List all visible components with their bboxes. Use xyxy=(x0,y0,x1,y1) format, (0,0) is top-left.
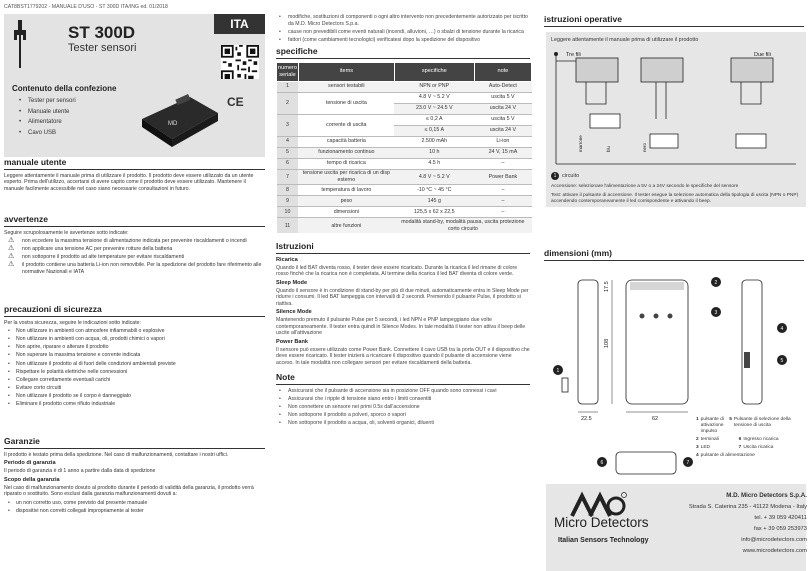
power-bank-title: Power Bank xyxy=(276,338,309,345)
safety-item: • Evitare corto circuiti xyxy=(16,385,265,392)
safety-list xyxy=(16,328,265,407)
note-item: • Non sottoporre il prodotto a polveri, sporco o vapori xyxy=(288,412,534,419)
safety-item: • Rispettare le polarità elettriche nelle connessioni xyxy=(16,369,265,376)
note-item: • Non sottoporre il prodotto a acqua, oli, solventi organici, diluenti xyxy=(288,420,534,427)
warranty-item: • un non corretto uso, come previsto dal presente manuale xyxy=(16,500,265,507)
dim-22-5: 22.5 xyxy=(581,416,592,422)
legend-item: 4 pulsante di alimentazione xyxy=(696,452,755,458)
company-address: Strada S. Caterina 235 - 41122 Modena - Italy xyxy=(688,503,807,510)
instructions-title: Istruzioni xyxy=(276,241,530,254)
ce-mark: CE xyxy=(227,95,244,109)
power-bank-text: Il sensore può essere utilizzato come Power Bank. Connettere il cavo USB tra la porta OUT e il dispositivo che deve essere ricaricato. Il tester inizierà a ricaricare il dispositivo quando il pulsante di accensione viene acceso. In tale modalità non collegare sensori per evitare riscaldamenti della batteria. xyxy=(276,346,530,366)
wire-brown-label: marrone xyxy=(578,135,583,152)
warning-item: ⚠ il prodotto contiene una batteria Li-ion non removibile. Per la spedizione del prodotto fare riferimento alle normative Nazionali e IATA xyxy=(22,262,265,275)
company-brand: Micro Detectors xyxy=(554,515,649,530)
safety-title: precauzioni di sicurezza xyxy=(4,304,265,317)
warranty-list xyxy=(16,500,265,515)
test-text: Test: attivare il pulsante di accensione. Il tester esegue la selezione automatica della tipologia di uscita (NPN o PNP) accendendo contemporaneamente il led corrispondente e attivando il beep. xyxy=(551,193,799,204)
list-item: • modifiche, sostituzioni di componenti o ogni altro intervento non precedentemente autorizzato per iscritto da M.D. Micro Detectors S.p.a. xyxy=(288,14,534,27)
svg-text:6: 6 xyxy=(600,460,604,466)
column-header: numero seriale xyxy=(277,62,299,81)
warning-item: ⚠ non eccedere la massima tensione di alimentazione indicata per prevenire riscaldamenti o incendi xyxy=(22,238,265,245)
svg-text:1: 1 xyxy=(556,368,560,374)
warning-item: ⚠ non applicare una tensione AC per prevenire rotture della batteria xyxy=(22,246,265,253)
table-row: 7 tensione uscita per ricarica di un disp esterno 4.8 V ~ 5.2 V Power Bank xyxy=(277,169,532,185)
column-header: specifiche xyxy=(394,62,474,81)
dimensions-box xyxy=(546,262,806,484)
svg-text:4: 4 xyxy=(780,326,784,332)
table-row: ≤ 0,15 A uscita 24 V xyxy=(277,125,532,136)
note-item: • Assicurarsi che i ripple di tensione siano entro i limiti consentiti xyxy=(288,396,534,403)
wire-blue-label: blu xyxy=(606,145,611,152)
warranty-text: Il prodotto è testato prima della spedizione. Nel caso di malfunzionamenti, contattare i nostri uffici. xyxy=(4,451,229,458)
warnings-title: avvertenze xyxy=(4,214,265,227)
dim-108: 108 xyxy=(604,338,610,348)
manual-title: manuale utente xyxy=(4,157,265,170)
safety-item: • Collegare correttamente eventuali carichi xyxy=(16,377,265,384)
dim-62: 62 xyxy=(652,416,659,422)
safety-intro: Per la vostra sicurezza, seguire le indicazioni sotto indicate: xyxy=(4,319,141,326)
sensor-probe-icon xyxy=(12,20,28,70)
circuit-label: circuito xyxy=(562,172,580,179)
safety-section xyxy=(4,304,265,409)
instructions-body xyxy=(272,257,534,366)
list-item: • Tester per sensori xyxy=(28,98,265,106)
legend-item: 2 terminali 6 Ingresso ricarica xyxy=(696,436,779,442)
table-row: 11 altre funzioni modalità stand-by, modalità pausa, uscita protezione corto circuito xyxy=(277,218,532,233)
warnings-intro: Seguire scrupolosamente le avvertenze sotto indicate: xyxy=(4,229,129,236)
product-subtitle: Tester sensori xyxy=(68,42,137,54)
table-row: 5 funzionamento continuo 10 h 24 V, 15 mA xyxy=(277,147,532,158)
table-row: 1 sensori testabili NPN or PNP Auto-Detect xyxy=(277,81,532,92)
language-badge: ITA xyxy=(214,14,265,34)
circuit-legend xyxy=(551,172,579,180)
svg-text:3: 3 xyxy=(714,310,718,316)
charging-title: Ricarica xyxy=(276,256,298,263)
table-row: 23.0 V ~ 24.5 V uscita 24 V xyxy=(277,103,532,114)
safety-item: • Non aprire, riparare o alterare il prodotto xyxy=(16,344,265,351)
column-header: items xyxy=(298,62,394,81)
list-item: • cause non prevedibili come eventi naturali (incendi, alluvioni, …) o sbalzi di tensione durante la ricarica xyxy=(288,29,534,36)
note-item: • Assicurarsi che il pulsante di accensione sia in posizione OFF quando sono connessi i cavi xyxy=(288,388,534,395)
table-row: 2 tensione di uscita 4.8 V ~ 5.2 V uscita 5 V xyxy=(277,92,532,103)
doc-code: CAT8BST1779202 - MANUALE D'USO - ST 300D ITA/ING ed. 01/2018 xyxy=(4,4,168,10)
three-wires-label: Tre fili xyxy=(566,52,581,58)
charging-text: Quando il led BAT diventa rosso, il tester deve essere ricaricato. Durante la ricarica il led rimane di colore rosso finchè che la ricarica non è completata. Al termine della ricarica il led BAT diventa di colore verde. xyxy=(276,264,518,278)
svg-text:7: 7 xyxy=(686,460,690,466)
table-row: 8 temperatura di lavoro -10 °C ~ 45 °C – xyxy=(277,185,532,196)
silence-mode-text: Mantenendo premuto il pulsante Pulse per 5 secondi, i led NPN e PNP lampeggiano due volte contemporaneamente. Il tester entra quindi in Silence Modes. In tale modalità il tester non attiva il beep delle uscite all'attivazione xyxy=(276,317,526,337)
company-tel: tel. + 39 059 420411 xyxy=(754,514,807,521)
safety-item: • Non utilizzare il prodotto se il corpo è danneggiato xyxy=(16,393,265,400)
company-address-block xyxy=(682,490,807,557)
table-row: 6 tempo di ricarica 4.5 h – xyxy=(277,158,532,169)
column-2 xyxy=(272,0,534,571)
company-name: M.D. Micro Detectors S.p.A. xyxy=(726,492,807,499)
warranty-scope-text: Nel caso di malfunzionamento dovuto al prodotto durante il periodo di validità della garanzia, il prodotto verrà riparato o sostituito. Sono esclusi dalla garanzia malfunzionamenti dovuti a: xyxy=(4,484,254,498)
safety-item: • Eliminare il prodotto come rifiuto industriale xyxy=(16,401,265,408)
warranty-item: • dispositivi non corretti collegati impropriamente al tester xyxy=(16,508,265,515)
silence-mode-title: Silence Mode xyxy=(276,309,312,316)
safety-item: • Non utilizzare in ambienti con atmosfere infiammabili o esplosive xyxy=(16,328,265,335)
qr-code-icon xyxy=(221,45,259,83)
product-title: ST 300D xyxy=(68,23,136,42)
circuit-number-icon: 1 xyxy=(551,172,559,180)
specs-title: specifiche xyxy=(276,46,530,59)
tester-device-image xyxy=(132,91,222,151)
warranty-period-text: Il periodo di garanzia è di 1 anno a partire dalla data di spedizione xyxy=(4,468,156,475)
wiring-diagram xyxy=(546,44,806,168)
table-row: 9 peso 145 g – xyxy=(277,196,532,207)
svg-text:MD: MD xyxy=(168,121,178,127)
column-3 xyxy=(540,0,808,571)
dim-17-5: 17.5 xyxy=(604,281,610,292)
list-item: • fattori (come cambiamenti tecnologici) verificatesi dopo la spedizione del dispositivo xyxy=(288,37,534,44)
power-on-text: Accensione: selezionare l'alimentazione a 5V o a 24V secondo le specifiche del sensore xyxy=(551,184,739,189)
operating-box xyxy=(546,32,806,207)
dimensions-title: dimensioni (mm) xyxy=(544,248,804,261)
list-item: • Manuale utente xyxy=(28,109,265,117)
warning-item: ⚠ non sottoporre il prodotto ad alte temperature per evitare riscaldamenti xyxy=(22,254,265,261)
company-fax: fax + 39 059 253973 xyxy=(753,525,807,532)
company-email[interactable]: info@microdetectors.com xyxy=(741,536,807,543)
table-row: 3 corrente di uscita ≤ 0,2 A uscita 5 V xyxy=(277,114,532,125)
safety-item: • Non utilizzare in ambienti con acqua, oli, prodotti chimici o vapori xyxy=(16,336,265,343)
column-header: note xyxy=(474,62,531,81)
operating-intro: Leggere attentamente il manuale prima di utilizzare il prodotto xyxy=(551,37,699,43)
sleep-mode-title: Sleep Mode xyxy=(276,279,308,286)
list-item: • Alimentatore xyxy=(28,119,265,127)
svg-text:5: 5 xyxy=(780,358,784,364)
svg-text:2: 2 xyxy=(714,280,718,286)
table-row: 10 dimensioni 125,5 x 62 x 22,5 – xyxy=(277,207,532,218)
operating-title: istruzioni operative xyxy=(544,14,804,27)
legend-item: 1 pulsante di attivazione impulso 5 Pulsante di selezione della tensione di uscita xyxy=(696,417,791,434)
company-web[interactable]: www.microdetectors.com xyxy=(742,547,807,554)
warranty-title: Garanzie xyxy=(4,436,265,449)
dimensions-legend xyxy=(696,417,804,459)
wire-black-label: nero xyxy=(642,142,647,152)
warranty-scope-title: Scopo della garanzia xyxy=(4,476,60,483)
warnings-list xyxy=(22,238,265,275)
package-contents-title: Contenuto della confezione xyxy=(12,84,117,93)
two-wires-label: Due fili xyxy=(754,52,771,58)
table-header-row xyxy=(277,62,532,81)
warnings-section xyxy=(4,214,265,277)
package-contents-box xyxy=(4,79,265,157)
column-1 xyxy=(0,0,270,571)
safety-item: • Non utilizzare il prodotto al di fuori delle condizioni ambientali previste xyxy=(16,361,265,368)
notes-title: Note xyxy=(276,372,530,385)
sleep-mode-text: Quando il sensore è in condizione di stand-by per più di due minuti, automaticamente entra in Sleep Mode per ridurre i consumi. Il led BAT lampeggia con intervalli di 2 secondi. Premendo il pulsante Pulse, il prodotto si riattiva. xyxy=(276,287,529,307)
warranty-section xyxy=(4,436,265,516)
note-item: • Non connettere un sensore nei primi 0.5s dall'accensione xyxy=(288,404,534,411)
safety-item: • Non superare la massima tensione e corrente indicata xyxy=(16,352,265,359)
manual-text: Leggere attentamente il manuale prima di utilizzare il prodotto. Il prodotto deve essere utilizzato da un utente esperto. Prima dell'utilizzo, accertarsi di avere capito come il prodotto deve essere utilizzato. Mantenere il manuale facilmente accessibile nel caso siano necessarie consultazioni in futuro. xyxy=(4,172,254,192)
legend-item: 3 LED 7 Uscita ricarica xyxy=(696,444,774,450)
specs-table xyxy=(276,62,532,234)
table-row: 4 capacità batteria 2.500 mAh Li-ion xyxy=(277,136,532,147)
warranty-exclusions-list xyxy=(288,14,534,43)
manual-section xyxy=(4,157,265,194)
warranty-period-title: Periodo di garanzia xyxy=(4,460,56,467)
list-item: • Cavo USB xyxy=(28,130,265,138)
notes-list xyxy=(288,388,534,427)
company-tagline: Italian Sensors Technology xyxy=(558,537,649,544)
